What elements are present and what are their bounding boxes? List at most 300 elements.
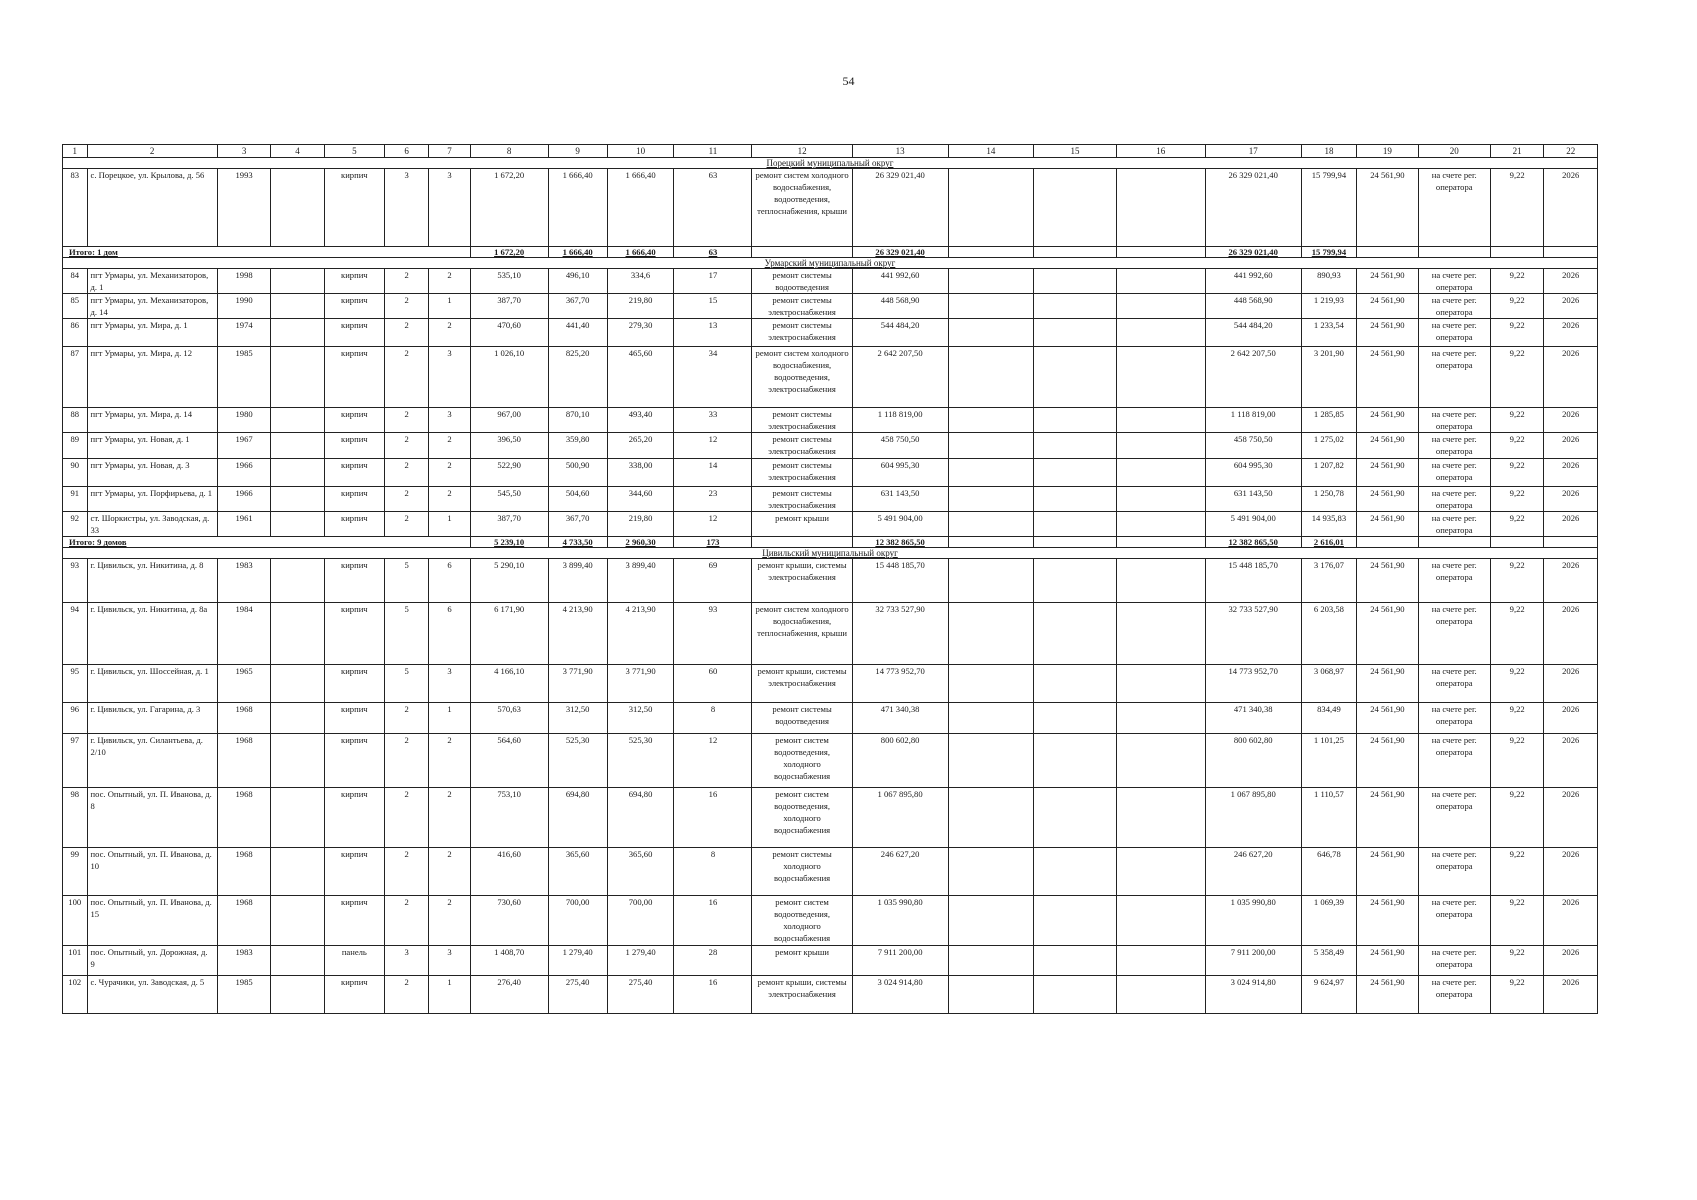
work-type-cell: ремонт системы электроснабжения: [752, 319, 852, 347]
col-16-cell: [1116, 734, 1205, 788]
col-4-cell: [271, 269, 324, 294]
total-cost-cell: 1 035 990,80: [1205, 896, 1301, 946]
column-number-row: [63, 145, 1598, 158]
floors-cell: 2: [384, 408, 429, 433]
table-row: [63, 487, 1598, 512]
unit-cost-cell: 6 203,58: [1301, 603, 1357, 665]
work-type-cell: ремонт крыши, системы электроснабжения: [752, 665, 852, 703]
total-area-cell: 1 672,20: [470, 169, 548, 247]
unit-cost-cell: 1 069,39: [1301, 896, 1357, 946]
col-15-cell: [1034, 408, 1116, 433]
col-16-cell: [1116, 848, 1205, 896]
work-type-cell: ремонт систем холодного водоснабжения, водоотведения, электроснабжения: [752, 347, 852, 408]
address-cell: пос. Опытный, ул. П. Иванова, д. 10: [87, 848, 217, 896]
entrances-cell: 2: [429, 269, 470, 294]
col-4-cell: [271, 734, 324, 788]
residents-cell: 8: [674, 703, 752, 734]
max-unit-cost-cell: 24 561,90: [1357, 169, 1418, 247]
column-number-cell: 6: [384, 145, 429, 158]
row-number-cell: 100: [63, 896, 88, 946]
residents-cell: 28: [674, 946, 752, 976]
table-row: [63, 169, 1598, 247]
total-area-cell: 387,70: [470, 294, 548, 319]
entrances-cell: 2: [429, 459, 470, 487]
column-number-cell: 22: [1544, 145, 1598, 158]
residential-area-cell: 365,60: [607, 848, 674, 896]
residents-cell: 12: [674, 734, 752, 788]
floors-cell: 2: [384, 294, 429, 319]
column-number-cell: 8: [470, 145, 548, 158]
address-cell: с. Чурачики, ул. Заводская, д. 5: [87, 976, 217, 1014]
work-cost-cell: 5 491 904,00: [852, 512, 948, 537]
funding-method-cell: на счете рег. оператора: [1418, 788, 1490, 848]
col-4-cell: [271, 703, 324, 734]
funding-method-cell: на счете рег. оператора: [1418, 946, 1490, 976]
unit-cost-cell: 15 799,94: [1301, 169, 1357, 247]
col-14-cell: [948, 946, 1034, 976]
build-year-cell: 1967: [217, 433, 270, 459]
max-unit-cost-cell: 24 561,90: [1357, 559, 1418, 603]
work-cost-cell: 631 143,50: [852, 487, 948, 512]
total-cost-cell: 604 995,30: [1205, 459, 1301, 487]
living-area-cell: 496,10: [548, 269, 607, 294]
entrances-cell: 2: [429, 788, 470, 848]
wall-material-cell: кирпич: [324, 976, 384, 1014]
column-number-cell: 13: [852, 145, 948, 158]
col-14-cell: [948, 896, 1034, 946]
residents-cell: 15: [674, 294, 752, 319]
floors-cell: 2: [384, 269, 429, 294]
col-14-cell: [948, 269, 1034, 294]
col-21-cell: 9,22: [1490, 734, 1543, 788]
table-row: [63, 703, 1598, 734]
total-cost-cell: 3 024 914,80: [1205, 976, 1301, 1014]
living-area-cell: 275,40: [548, 976, 607, 1014]
col-4-cell: [271, 946, 324, 976]
max-unit-cost-cell: 24 561,90: [1357, 734, 1418, 788]
address-cell: пос. Опытный, ул. П. Иванова, д. 15: [87, 896, 217, 946]
table-row: [63, 665, 1598, 703]
work-cost-cell: 1 035 990,80: [852, 896, 948, 946]
col-4-cell: [271, 169, 324, 247]
col-14-cell: [948, 703, 1034, 734]
col-15-cell: [1034, 946, 1116, 976]
column-number-cell: 10: [607, 145, 674, 158]
residents-cell: 69: [674, 559, 752, 603]
col-16-cell: [1116, 294, 1205, 319]
completion-year-cell: 2026: [1544, 976, 1598, 1014]
completion-year-cell: 2026: [1544, 734, 1598, 788]
work-type-cell: ремонт системы электроснабжения: [752, 294, 852, 319]
entrances-cell: 3: [429, 665, 470, 703]
work-cost-cell: 471 340,38: [852, 703, 948, 734]
column-number-cell: 18: [1301, 145, 1357, 158]
max-unit-cost-cell: 24 561,90: [1357, 319, 1418, 347]
total-empty-cell: [1034, 247, 1116, 258]
wall-material-cell: кирпич: [324, 559, 384, 603]
total-c18-cell: 2 616,01: [1301, 537, 1357, 548]
col-21-cell: 9,22: [1490, 848, 1543, 896]
max-unit-cost-cell: 24 561,90: [1357, 603, 1418, 665]
work-type-cell: ремонт систем водоотведения, холодного водоснабжения: [752, 896, 852, 946]
max-unit-cost-cell: 24 561,90: [1357, 459, 1418, 487]
total-area-cell: 545,50: [470, 487, 548, 512]
build-year-cell: 1993: [217, 169, 270, 247]
work-cost-cell: 800 602,80: [852, 734, 948, 788]
work-type-cell: ремонт крыши, системы электроснабжения: [752, 976, 852, 1014]
residents-cell: 12: [674, 512, 752, 537]
column-number-cell: 7: [429, 145, 470, 158]
col-15-cell: [1034, 487, 1116, 512]
build-year-cell: 1985: [217, 347, 270, 408]
completion-year-cell: 2026: [1544, 433, 1598, 459]
funding-method-cell: на счете рег. оператора: [1418, 665, 1490, 703]
entrances-cell: 2: [429, 734, 470, 788]
col-15-cell: [1034, 433, 1116, 459]
row-number-cell: 84: [63, 269, 88, 294]
unit-cost-cell: 890,93: [1301, 269, 1357, 294]
col-14-cell: [948, 603, 1034, 665]
build-year-cell: 1980: [217, 408, 270, 433]
total-area-cell: 753,10: [470, 788, 548, 848]
living-area-cell: 504,60: [548, 487, 607, 512]
total-empty-cell: [1544, 537, 1598, 548]
residential-area-cell: 265,20: [607, 433, 674, 459]
residents-cell: 33: [674, 408, 752, 433]
col-4-cell: [271, 559, 324, 603]
floors-cell: 5: [384, 603, 429, 665]
col-21-cell: 9,22: [1490, 512, 1543, 537]
col-14-cell: [948, 487, 1034, 512]
work-type-cell: ремонт крыши: [752, 512, 852, 537]
col-16-cell: [1116, 433, 1205, 459]
max-unit-cost-cell: 24 561,90: [1357, 665, 1418, 703]
wall-material-cell: кирпич: [324, 896, 384, 946]
row-number-cell: 102: [63, 976, 88, 1014]
column-number-cell: 17: [1205, 145, 1301, 158]
col-15-cell: [1034, 294, 1116, 319]
residents-cell: 8: [674, 848, 752, 896]
total-empty-cell: [1116, 537, 1205, 548]
residential-area-cell: 312,50: [607, 703, 674, 734]
living-area-cell: 3 771,90: [548, 665, 607, 703]
funding-method-cell: на счете рег. оператора: [1418, 703, 1490, 734]
residents-cell: 16: [674, 896, 752, 946]
col-4-cell: [271, 459, 324, 487]
total-res-cell: 173: [674, 537, 752, 548]
unit-cost-cell: 646,78: [1301, 848, 1357, 896]
row-number-cell: 90: [63, 459, 88, 487]
total-label: Итого: 1 дом: [63, 247, 471, 258]
address-cell: с. Порецкое, ул. Крылова, д. 56: [87, 169, 217, 247]
col-14-cell: [948, 433, 1034, 459]
total-cost-cell: 5 491 904,00: [1205, 512, 1301, 537]
work-type-cell: ремонт крыши: [752, 946, 852, 976]
col-4-cell: [271, 512, 324, 537]
total-empty-cell: [948, 247, 1034, 258]
entrances-cell: 3: [429, 408, 470, 433]
column-number-cell: 21: [1490, 145, 1543, 158]
funding-method-cell: на счете рег. оператора: [1418, 896, 1490, 946]
wall-material-cell: кирпич: [324, 169, 384, 247]
table-row: [63, 459, 1598, 487]
completion-year-cell: 2026: [1544, 269, 1598, 294]
work-type-cell: ремонт системы водоотведения: [752, 703, 852, 734]
col-15-cell: [1034, 788, 1116, 848]
total-a9-cell: 4 733,50: [548, 537, 607, 548]
funding-method-cell: на счете рег. оператора: [1418, 319, 1490, 347]
section-header-row: [63, 158, 1598, 169]
wall-material-cell: кирпич: [324, 487, 384, 512]
residential-area-cell: 1 666,40: [607, 169, 674, 247]
col-21-cell: 9,22: [1490, 665, 1543, 703]
address-cell: пгт Урмары, ул. Мира, д. 12: [87, 347, 217, 408]
total-area-cell: 470,60: [470, 319, 548, 347]
table-row: [63, 946, 1598, 976]
work-cost-cell: 3 024 914,80: [852, 976, 948, 1014]
total-area-cell: 522,90: [470, 459, 548, 487]
total-row: [63, 537, 1598, 548]
col-15-cell: [1034, 459, 1116, 487]
total-area-cell: 564,60: [470, 734, 548, 788]
col-16-cell: [1116, 408, 1205, 433]
floors-cell: 3: [384, 169, 429, 247]
residents-cell: 16: [674, 788, 752, 848]
col-4-cell: [271, 848, 324, 896]
table-row: [63, 848, 1598, 896]
residents-cell: 23: [674, 487, 752, 512]
completion-year-cell: 2026: [1544, 408, 1598, 433]
residents-cell: 60: [674, 665, 752, 703]
residents-cell: 93: [674, 603, 752, 665]
build-year-cell: 1983: [217, 559, 270, 603]
total-empty-cell: [1357, 247, 1418, 258]
col-21-cell: 9,22: [1490, 169, 1543, 247]
funding-method-cell: на счете рег. оператора: [1418, 459, 1490, 487]
unit-cost-cell: 3 176,07: [1301, 559, 1357, 603]
residential-area-cell: 525,30: [607, 734, 674, 788]
living-area-cell: 441,40: [548, 319, 607, 347]
address-cell: пос. Опытный, ул. П. Иванова, д. 8: [87, 788, 217, 848]
build-year-cell: 1984: [217, 603, 270, 665]
work-type-cell: ремонт систем холодного водоснабжения, теплоснабжения, крыши: [752, 603, 852, 665]
residential-area-cell: 338,00: [607, 459, 674, 487]
section-header-row: [63, 548, 1598, 559]
total-area-cell: 276,40: [470, 976, 548, 1014]
row-number-cell: 87: [63, 347, 88, 408]
work-cost-cell: 458 750,50: [852, 433, 948, 459]
row-number-cell: 101: [63, 946, 88, 976]
col-4-cell: [271, 408, 324, 433]
work-cost-cell: 26 329 021,40: [852, 169, 948, 247]
total-area-cell: 5 290,10: [470, 559, 548, 603]
residential-area-cell: 1 279,40: [607, 946, 674, 976]
col-21-cell: 9,22: [1490, 788, 1543, 848]
total-c17-cell: 12 382 865,50: [1205, 537, 1301, 548]
completion-year-cell: 2026: [1544, 788, 1598, 848]
living-area-cell: 500,90: [548, 459, 607, 487]
col-4-cell: [271, 976, 324, 1014]
column-number-cell: 19: [1357, 145, 1418, 158]
col-4-cell: [271, 665, 324, 703]
total-empty-cell: [1490, 247, 1543, 258]
table-row: [63, 433, 1598, 459]
col-14-cell: [948, 459, 1034, 487]
row-number-cell: 89: [63, 433, 88, 459]
col-16-cell: [1116, 896, 1205, 946]
work-type-cell: ремонт системы холодного водоснабжения: [752, 848, 852, 896]
address-cell: г. Цивильск, ул. Шоссейная, д. 1: [87, 665, 217, 703]
total-cost-cell: 800 602,80: [1205, 734, 1301, 788]
floors-cell: 2: [384, 319, 429, 347]
table-row: [63, 347, 1598, 408]
living-area-cell: 312,50: [548, 703, 607, 734]
build-year-cell: 1968: [217, 703, 270, 734]
col-16-cell: [1116, 459, 1205, 487]
col-16-cell: [1116, 512, 1205, 537]
completion-year-cell: 2026: [1544, 459, 1598, 487]
floors-cell: 2: [384, 976, 429, 1014]
table-body: [63, 145, 1598, 1014]
col-16-cell: [1116, 603, 1205, 665]
living-area-cell: 367,70: [548, 512, 607, 537]
completion-year-cell: 2026: [1544, 559, 1598, 603]
funding-method-cell: на счете рег. оператора: [1418, 408, 1490, 433]
col-4-cell: [271, 487, 324, 512]
entrances-cell: 1: [429, 512, 470, 537]
col-21-cell: 9,22: [1490, 976, 1543, 1014]
living-area-cell: 3 899,40: [548, 559, 607, 603]
work-cost-cell: 1 118 819,00: [852, 408, 948, 433]
work-type-cell: ремонт систем водоотведения, холодного водоснабжения: [752, 788, 852, 848]
col-4-cell: [271, 319, 324, 347]
unit-cost-cell: 1 233,54: [1301, 319, 1357, 347]
col-4-cell: [271, 433, 324, 459]
total-label: Итого: 9 домов: [63, 537, 471, 548]
entrances-cell: 3: [429, 946, 470, 976]
unit-cost-cell: 1 219,93: [1301, 294, 1357, 319]
completion-year-cell: 2026: [1544, 703, 1598, 734]
total-cost-cell: 1 118 819,00: [1205, 408, 1301, 433]
funding-method-cell: на счете рег. оператора: [1418, 347, 1490, 408]
total-cost-cell: 544 484,20: [1205, 319, 1301, 347]
col-21-cell: 9,22: [1490, 896, 1543, 946]
max-unit-cost-cell: 24 561,90: [1357, 976, 1418, 1014]
row-number-cell: 83: [63, 169, 88, 247]
total-area-cell: 4 166,10: [470, 665, 548, 703]
col-14-cell: [948, 734, 1034, 788]
wall-material-cell: кирпич: [324, 433, 384, 459]
col-15-cell: [1034, 734, 1116, 788]
max-unit-cost-cell: 24 561,90: [1357, 703, 1418, 734]
address-cell: г. Цивильск, ул. Силантьева, д. 2/10: [87, 734, 217, 788]
wall-material-cell: кирпич: [324, 848, 384, 896]
work-cost-cell: 544 484,20: [852, 319, 948, 347]
total-empty-cell: [752, 247, 852, 258]
max-unit-cost-cell: 24 561,90: [1357, 848, 1418, 896]
col-16-cell: [1116, 169, 1205, 247]
work-type-cell: ремонт системы водоотведения: [752, 269, 852, 294]
page-number: 54: [842, 74, 855, 88]
build-year-cell: 1998: [217, 269, 270, 294]
total-area-cell: 416,60: [470, 848, 548, 896]
completion-year-cell: 2026: [1544, 347, 1598, 408]
table-row: [63, 294, 1598, 319]
col-15-cell: [1034, 703, 1116, 734]
entrances-cell: 2: [429, 319, 470, 347]
address-cell: г. Цивильск, ул. Никитина, д. 8а: [87, 603, 217, 665]
completion-year-cell: 2026: [1544, 946, 1598, 976]
residential-area-cell: 344,60: [607, 487, 674, 512]
residents-cell: 34: [674, 347, 752, 408]
table-row: [63, 408, 1598, 433]
column-number-cell: 14: [948, 145, 1034, 158]
residents-cell: 13: [674, 319, 752, 347]
total-cost-cell: 458 750,50: [1205, 433, 1301, 459]
total-cost-cell: 32 733 527,90: [1205, 603, 1301, 665]
total-res-cell: 63: [674, 247, 752, 258]
col-21-cell: 9,22: [1490, 559, 1543, 603]
col-4-cell: [271, 788, 324, 848]
residential-area-cell: 219,80: [607, 294, 674, 319]
address-cell: пгт Урмары, ул. Мира, д. 1: [87, 319, 217, 347]
col-21-cell: 9,22: [1490, 459, 1543, 487]
completion-year-cell: 2026: [1544, 294, 1598, 319]
living-area-cell: 694,80: [548, 788, 607, 848]
column-number-cell: 11: [674, 145, 752, 158]
col-15-cell: [1034, 603, 1116, 665]
residential-area-cell: 275,40: [607, 976, 674, 1014]
total-a10-cell: 1 666,40: [607, 247, 674, 258]
residential-area-cell: 279,30: [607, 319, 674, 347]
address-cell: пгт Урмары, ул. Новая, д. 3: [87, 459, 217, 487]
entrances-cell: 6: [429, 559, 470, 603]
wall-material-cell: кирпич: [324, 665, 384, 703]
work-cost-cell: 441 992,60: [852, 269, 948, 294]
column-number-cell: 4: [271, 145, 324, 158]
wall-material-cell: панель: [324, 946, 384, 976]
column-number-cell: 5: [324, 145, 384, 158]
funding-method-cell: на счете рег. оператора: [1418, 169, 1490, 247]
col-21-cell: 9,22: [1490, 294, 1543, 319]
max-unit-cost-cell: 24 561,90: [1357, 408, 1418, 433]
floors-cell: 2: [384, 487, 429, 512]
max-unit-cost-cell: 24 561,90: [1357, 487, 1418, 512]
residential-area-cell: 334,6: [607, 269, 674, 294]
work-cost-cell: 32 733 527,90: [852, 603, 948, 665]
work-type-cell: ремонт системы электроснабжения: [752, 433, 852, 459]
col-14-cell: [948, 169, 1034, 247]
row-number-cell: 94: [63, 603, 88, 665]
total-c17-cell: 26 329 021,40: [1205, 247, 1301, 258]
col-21-cell: 9,22: [1490, 703, 1543, 734]
build-year-cell: 1965: [217, 665, 270, 703]
total-area-cell: 387,70: [470, 512, 548, 537]
living-area-cell: 359,80: [548, 433, 607, 459]
section-title: Цивильский муниципальный округ: [63, 548, 1598, 559]
row-number-cell: 92: [63, 512, 88, 537]
work-type-cell: ремонт системы электроснабжения: [752, 408, 852, 433]
wall-material-cell: кирпич: [324, 734, 384, 788]
row-number-cell: 98: [63, 788, 88, 848]
total-c18-cell: 15 799,94: [1301, 247, 1357, 258]
wall-material-cell: кирпич: [324, 347, 384, 408]
col-14-cell: [948, 294, 1034, 319]
column-number-cell: 16: [1116, 145, 1205, 158]
floors-cell: 2: [384, 848, 429, 896]
entrances-cell: 2: [429, 433, 470, 459]
row-number-cell: 93: [63, 559, 88, 603]
